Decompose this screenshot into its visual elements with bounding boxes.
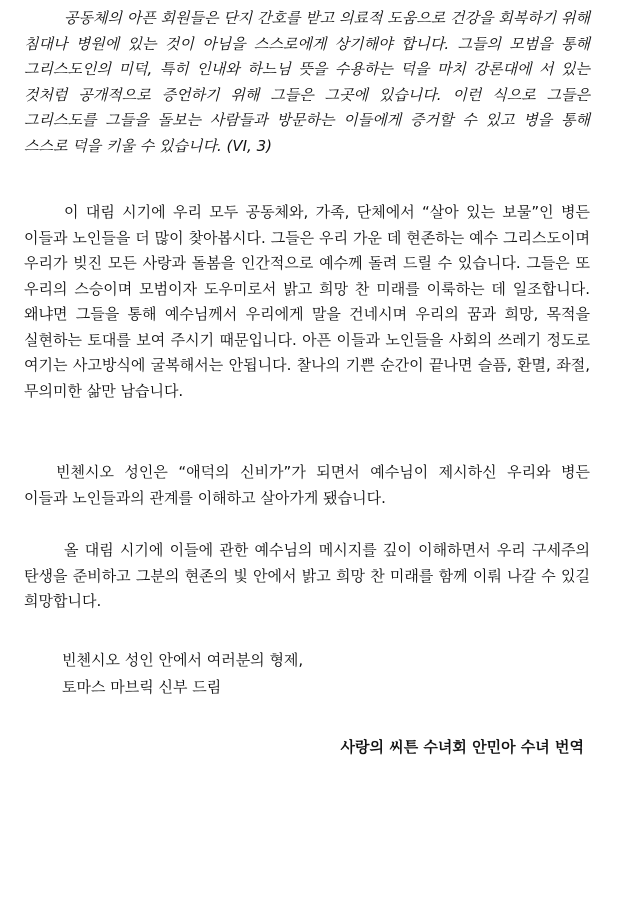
closing-line-1: 빈첸시오 성인 안에서 여러분의 형제, (62, 651, 304, 669)
body-paragraph-2: 빈첸시오 성인은 “애덕의 신비가”가 되면서 예수님이 제시하신 우리와 병든 이들과 노인들과의 관계를 이해하고 살아가게 됐습니다. (24, 463, 590, 507)
body-paragraph-3: 올 대림 시기에 이들에 관한 예수님의 메시지를 깊이 이해하면서 우리 구세주의 탄생을 준비하고 그분의 현존의 빛 안에서 밝고 희망 찬 미래를 함께 이뤄 나갈 수 있길 희망합니다. (24, 541, 590, 610)
body-paragraph-1: 이 대림 시기에 우리 모두 공동체와, 가족, 단체에서 “살아 있는 보물”인 병든 이들과 노인들을 더 많이 찾아봅시다. 그들은 우리 가운 데 현존하는 예수 그리스도이며 우리가 빚진 모든 사랑과 돌봄을 인간적으로 예수께 돌려 드릴 수 있습니다. 그들은 또 우리의 스승이며 모범이자 도우미로서 밝고 희망 찬 미래를 이룩하는 데 일조합니다. 왜냐면 그들을 통해 예수님께서 우리에게 말을 건네시며 우리의 꿈과 희망, 목적을 실현하는 토대를 보여 주시기 때문입니다. 아픈 이들과 노인들을 사회의 쓰레기 정도로 여기는 사고방식에 굴복해서는 안됩니다. 찰나의 기쁜 순간이 끝나면 슬픔, 환멸, 좌절, 무의미한 삶만 남습니다. (24, 203, 590, 400)
quote-paragraph: 공동체의 아픈 회원들은 단지 간호를 받고 의료적 도움으로 건강을 회복하기 위해 침대나 병원에 있는 것이 아님을 스스로에게 상기해야 합니다. 그들의 모범을 통해 그리스도인의 미덕, 특히 인내와 하느님 뜻을 수용하는 덕을 마치 강론대에 서 있는 것처럼 공개적으로 증언하기 위해 그들은 그곳에 있습니다. 이런 식으로 그들은 그리스도를 그들을 돌보는 사람들과 방문하는 이들에게 증거할 수 있고 병을 통해 스스로 덕을 키울 수 있습니다. (VI, 3) (24, 9, 590, 155)
translator-credit: 사랑의 씨튼 수녀회 안민아 수녀 번역 (340, 738, 584, 756)
closing-signature: 토마스 마브릭 신부 드림 (62, 678, 222, 696)
